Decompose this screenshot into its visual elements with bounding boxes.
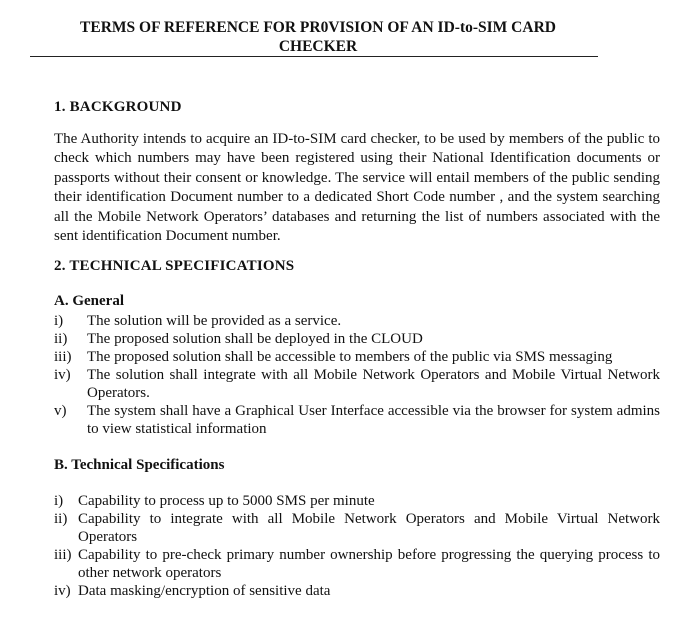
list-item-number: v): [54, 403, 67, 419]
list-item-number: ii): [54, 331, 68, 347]
list-item-number: iii): [54, 349, 72, 365]
list-item-number: ii): [54, 511, 68, 527]
list-item-text: Capability to process up to 5000 SMS per minute: [78, 493, 375, 509]
list-item-text: The solution shall integrate with all Mobile Network Operators and Mobile Virtual Network Operators.: [87, 367, 660, 401]
list-item-text: The solution will be provided as a service.: [87, 313, 342, 329]
general-subheading: A. General: [54, 293, 124, 309]
list-item-number: i): [54, 313, 64, 329]
list-item-text: Capability to pre-check primary number ownership before progressing the querying process to other network operators: [78, 547, 660, 581]
document-title-line-2: CHECKER: [278, 38, 358, 55]
list-item-number: i): [54, 493, 64, 509]
title-underline: [30, 56, 598, 57]
list-item-text: The proposed solution shall be accessible to members of the public via SMS messaging: [87, 349, 613, 365]
list-item-text: Capability to integrate with all Mobile Network Operators and Mobile Virtual Network Operators: [78, 511, 660, 545]
background-paragraph: The Authority intends to acquire an ID-to-SIM card checker, to be used by members of the public to check which numbers may have been registered using their National Identification documents or passports without their consent or knowledge. The service will entail members of the public sending their identification Document number to a dedicated Short Code number , and the system searching all the Mobile Network Operators’ databases and returning the list of numbers associated with the sent identification Document number.: [54, 131, 660, 245]
list-item-text: The proposed solution shall be deployed in the CLOUD: [87, 331, 423, 347]
document-title-line-1: TERMS OF REFERENCE FOR PR0VISION OF AN ID-to-SIM CARD: [80, 19, 556, 36]
list-item-text: The system shall have a Graphical User Interface accessible via the browser for system admins to view statistical information: [87, 403, 660, 437]
list-item-number: iii): [54, 547, 72, 563]
technical-specifications-subheading: B. Technical Specifications: [54, 457, 225, 473]
list-item-number: iv): [54, 367, 71, 383]
list-item-number: iv): [54, 583, 71, 599]
technical-specifications-heading: 2. TECHNICAL SPECIFICATIONS: [54, 258, 295, 274]
background-heading: 1. BACKGROUND: [54, 99, 182, 115]
list-item-text: Data masking/encryption of sensitive data: [78, 583, 331, 599]
